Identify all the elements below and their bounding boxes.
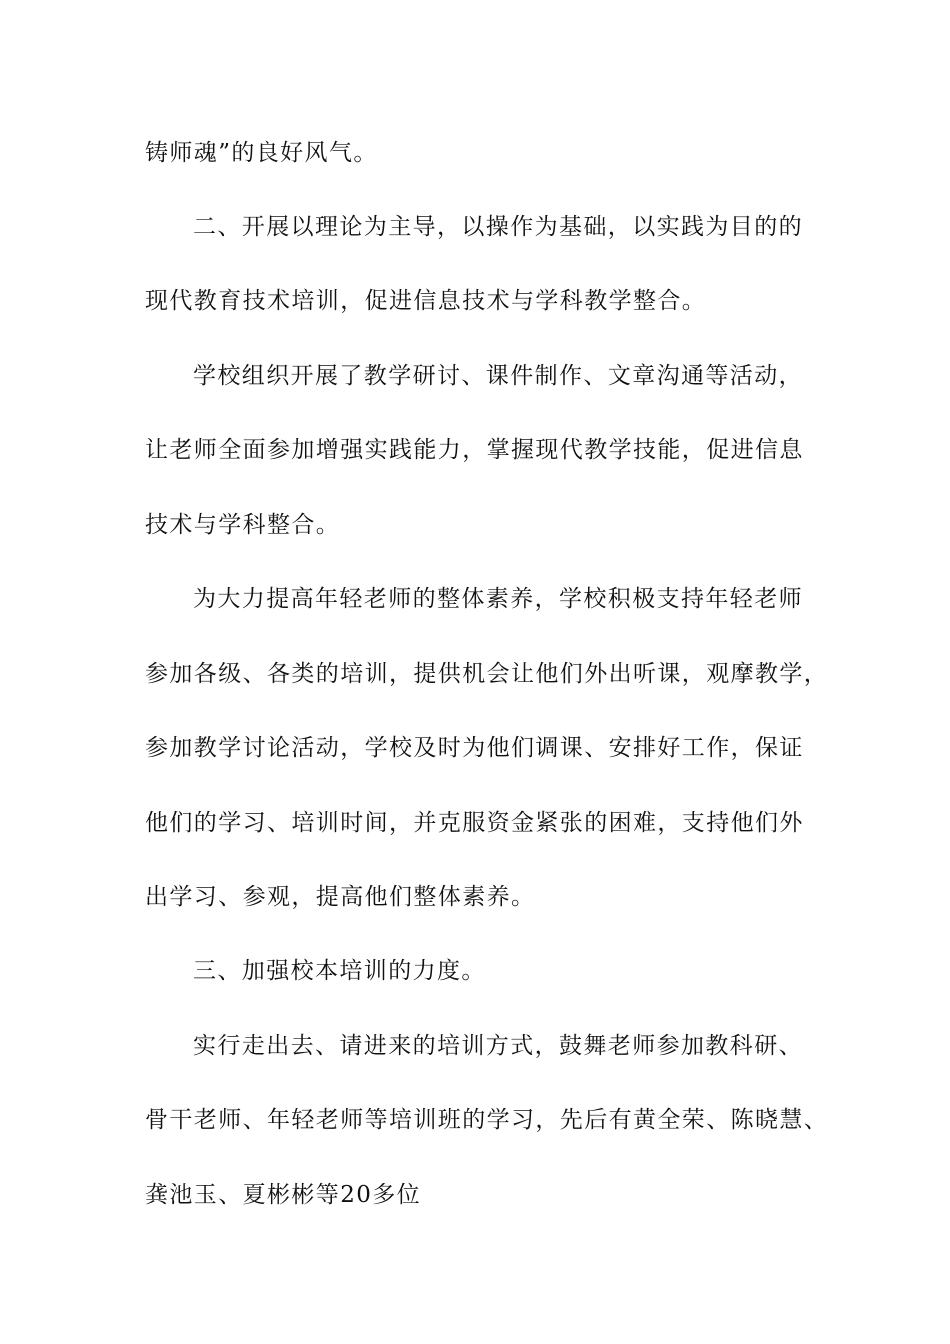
text-line-3: 现代教育技术培训，促进信息技术与学科教学整合。	[145, 288, 707, 314]
section-heading-2: 二、开展以理论为主导，以操作为基础，以实践为目的的	[193, 214, 803, 240]
text-line-15: 龚池玉、夏彬彬等20多位	[145, 1182, 422, 1208]
text-line-10: 他们的学习、培训时间，并克服资金紧张的困难，支持他们外	[145, 810, 804, 836]
section-heading-3: 三、加强校本培训的力度。	[193, 958, 486, 984]
text-line-6: 技术与学科整合。	[145, 512, 341, 538]
text-line-1: 铸师魂”的良好风气。	[145, 140, 378, 166]
text-line-14: 骨干老师、年轻老师等培训班的学习，先后有黄全荣、陈晓慧、	[145, 1107, 829, 1133]
text-line-13: 实行走出去、请进来的培训方式，鼓舞老师参加教科研、	[193, 1033, 803, 1059]
text-line-5: 让老师全面参加增强实践能力，掌握现代教学技能，促进信息	[145, 437, 804, 463]
text-line-8: 参加各级、各类的培训，提供机会让他们外出听课，观摩教学，	[145, 661, 829, 687]
text-line-4: 学校组织开展了教学研讨、课件制作、文章沟通等活动，	[193, 363, 803, 389]
text-line-7: 为大力提高年轻老师的整体素养，学校积极支持年轻老师	[193, 586, 803, 612]
text-line-11: 出学习、参观，提高他们整体素养。	[145, 884, 536, 910]
text-line-9: 参加教学讨论活动，学校及时为他们调课、安排好工作，保证	[145, 735, 804, 761]
